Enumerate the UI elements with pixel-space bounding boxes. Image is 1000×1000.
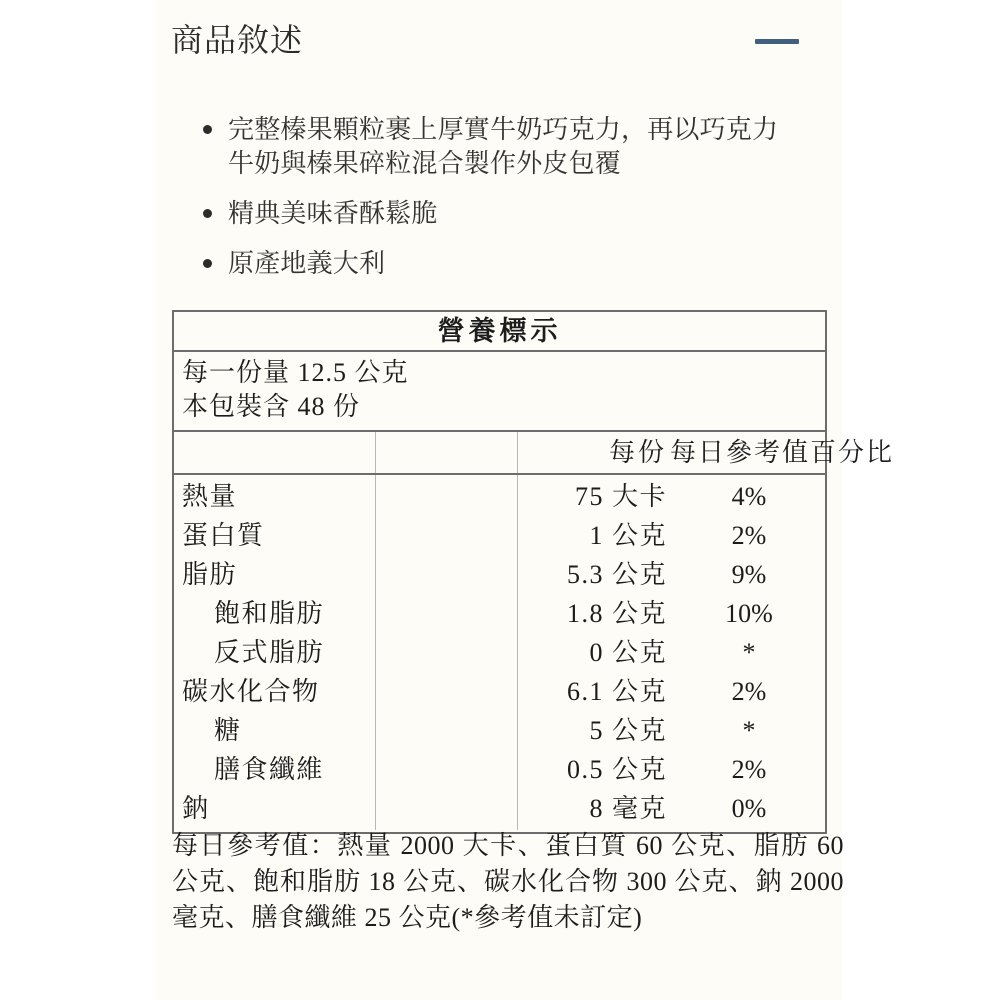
nutrient-daily-value: 2% (731, 521, 767, 550)
table-row (174, 711, 825, 750)
daily-value-footnote: 每日參考值：熱量 2000 大卡、蛋白質 60 公克、脂肪 60 公克、飽和脂肪 18 公克、碳水化合物 300 公克、鈉 2000 毫克、膳食纖維 25 公克(*參考值未訂定) (172, 831, 844, 932)
nutrient-name: 熱量 (182, 482, 238, 511)
nutrient-name: 膳食纖維 (214, 755, 325, 784)
nutrient-daily-value: * (742, 716, 756, 745)
nutrient-daily-value: 2% (731, 677, 767, 706)
servings-per-container: 本包裝含 48 份 (182, 392, 361, 421)
nutrient-name: 糖 (214, 716, 242, 745)
content-panel (155, 0, 895, 1000)
table-row (174, 594, 825, 633)
serving-size: 每一份量 12.5 公克 (182, 358, 409, 387)
table-row (174, 516, 825, 555)
serving-info (174, 352, 825, 432)
minus-icon (755, 39, 799, 44)
nutrient-amount: 0.5 公克 (566, 755, 667, 784)
section-header (171, 18, 826, 70)
page-title: 商品敘述 (171, 22, 304, 58)
column-header-per-serving: 每份 (608, 438, 667, 467)
nutrition-table-title: 營養標示 (174, 312, 825, 352)
list-item: 原產地義大利 (200, 246, 800, 280)
nutrient-daily-value: 9% (731, 560, 767, 589)
nutrient-amount: 8 毫克 (589, 794, 667, 823)
nutrient-daily-value: 2% (731, 755, 767, 784)
nutrient-daily-value: 10% (725, 599, 773, 628)
nutrient-name: 飽和脂肪 (214, 599, 325, 628)
table-column-headers (174, 432, 895, 475)
nutrient-amount: 5 公克 (589, 716, 667, 745)
list-item: 精典美味香酥鬆脆 (200, 196, 800, 230)
nutrient-amount: 0 公克 (589, 638, 667, 667)
table-row (174, 477, 825, 516)
nutrient-daily-value: 4% (731, 482, 767, 511)
nutrient-daily-value: 0% (731, 794, 767, 823)
nutrient-name: 反式脂肪 (214, 638, 325, 667)
nutrient-name: 蛋白質 (182, 521, 265, 550)
description-bullet-list (200, 112, 800, 296)
nutrient-name: 脂肪 (182, 560, 238, 589)
column-header-daily-value: 每日參考值百分比 (670, 438, 895, 467)
table-row (174, 750, 825, 789)
nutrient-amount: 6.1 公克 (566, 677, 667, 706)
nutrient-name: 鈉 (182, 794, 210, 823)
nutrition-rows (174, 475, 825, 832)
table-row (174, 672, 825, 711)
nutrient-name: 碳水化合物 (182, 677, 320, 706)
nutrition-facts-table (172, 310, 895, 834)
table-row (174, 789, 825, 828)
nutrient-amount: 75 大卡 (574, 482, 667, 511)
nutrient-daily-value: * (742, 638, 756, 667)
table-row (174, 633, 825, 672)
nutrient-amount: 1.8 公克 (566, 599, 667, 628)
table-row (174, 555, 825, 594)
list-item: 完整榛果顆粒裹上厚實牛奶巧克力，再以巧克力牛奶與榛果碎粒混合製作外皮包覆 (200, 112, 800, 180)
nutrient-amount: 1 公克 (589, 521, 667, 550)
collapse-section-button[interactable] (755, 30, 801, 54)
nutrient-amount: 5.3 公克 (566, 560, 667, 589)
